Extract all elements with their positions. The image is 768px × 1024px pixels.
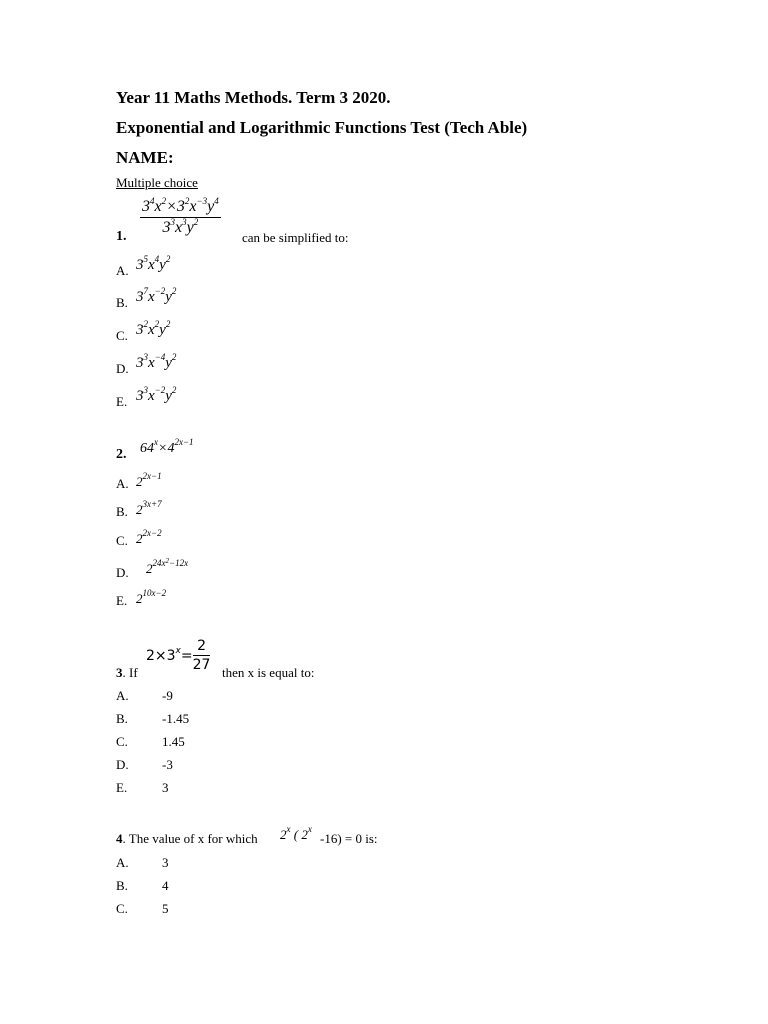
q3-option-a-value: -9 bbox=[162, 688, 173, 703]
q1-option-e-letter: E. bbox=[116, 394, 128, 409]
q3-number: 3 bbox=[116, 665, 123, 680]
q1-option-a-letter: A. bbox=[116, 263, 129, 278]
q4-expression: 2$^x$ ( 2$^x$ bbox=[280, 824, 312, 842]
q4-option-a-value: 3 bbox=[162, 855, 169, 870]
title-line-2: Exponential and Logarithmic Functions Test (Tech Able) bbox=[116, 118, 528, 137]
q1-option-d-math: $3^3x^{-4}y^2$ bbox=[136, 352, 177, 371]
q2-option-d-math: $2^{24x^2-12x}$ bbox=[146, 557, 189, 576]
q3-prefix: . If bbox=[122, 665, 138, 680]
q3-option-d-letter: D. bbox=[116, 757, 129, 772]
q1-option-b-math: $3^7x^{-2}y^2$ bbox=[136, 286, 177, 305]
q3-intro bbox=[116, 665, 138, 681]
q3-option-e-letter: E. bbox=[116, 780, 128, 795]
q2-option-c-letter: C. bbox=[116, 533, 128, 548]
q1-text: can be simplified to: bbox=[242, 230, 349, 245]
q2-number: 2. bbox=[116, 447, 127, 462]
q4-number: 4 bbox=[116, 831, 123, 846]
q3-option-b-letter: B. bbox=[116, 711, 128, 726]
q2-option-c-math: $2^{2x-2}$ bbox=[136, 528, 162, 546]
title-line-1: Year 11 Maths Methods. Term 3 2020. bbox=[116, 88, 391, 107]
q1-option-c-letter: C. bbox=[116, 328, 128, 343]
q2-expression: $64^x\times 4^{2x-1}$ bbox=[140, 437, 194, 456]
q1-option-d-letter: D. bbox=[116, 361, 129, 376]
q1-option-c-math: $3^2x^2y^2$ bbox=[136, 319, 171, 338]
q3-option-b-value: -1.45 bbox=[162, 711, 190, 726]
section-label: Multiple choice bbox=[116, 175, 198, 190]
q2-option-b-math: $2^{3x+7}$ bbox=[136, 499, 162, 517]
q1-option-b-letter: B. bbox=[116, 295, 128, 310]
q3-suffix: then x is equal to: bbox=[222, 665, 315, 680]
q4-option-b-value: 4 bbox=[162, 878, 169, 893]
q1-option-a-math: $3^5x^4y^2$ bbox=[136, 254, 171, 273]
q2-option-d-letter: D. bbox=[116, 565, 129, 580]
q2-option-e-math: $2^{10x-2}$ bbox=[136, 588, 167, 606]
q1-expression: $\frac{3^4x^2\times 3^2x^{-3}y^4}{3^3x^3y^2}$ bbox=[142, 196, 219, 236]
q3-option-a-letter: A. bbox=[116, 688, 129, 703]
q3-equation: $2\times 3^x=$ $\frac{2}{27}$ bbox=[146, 638, 211, 673]
q4-option-c-letter: C. bbox=[116, 901, 128, 916]
q3-option-d-value: -3 bbox=[162, 757, 173, 772]
q3-option-e-value: 3 bbox=[162, 780, 169, 795]
q3-option-c-value: 1.45 bbox=[162, 734, 185, 749]
q4-option-b-letter: B. bbox=[116, 878, 128, 893]
q2-option-a-math: $2^{2x-1}$ bbox=[136, 471, 162, 489]
name-label: NAME: bbox=[116, 148, 174, 167]
q4-option-a-letter: A. bbox=[116, 855, 129, 870]
q4-text-before: . The value of x for which bbox=[122, 831, 258, 846]
q1-number: 1. bbox=[116, 229, 127, 244]
q1-option-e-math: $3^3x^{-2}y^2$ bbox=[136, 385, 177, 404]
q4-intro bbox=[116, 831, 258, 847]
q2-option-e-letter: E. bbox=[116, 593, 128, 608]
q2-option-b-letter: B. bbox=[116, 504, 128, 519]
q4-option-c-value: 5 bbox=[162, 901, 169, 916]
q4-text-after: -16) = 0 is: bbox=[320, 831, 378, 846]
q3-option-c-letter: C. bbox=[116, 734, 128, 749]
q2-option-a-letter: A. bbox=[116, 476, 129, 491]
